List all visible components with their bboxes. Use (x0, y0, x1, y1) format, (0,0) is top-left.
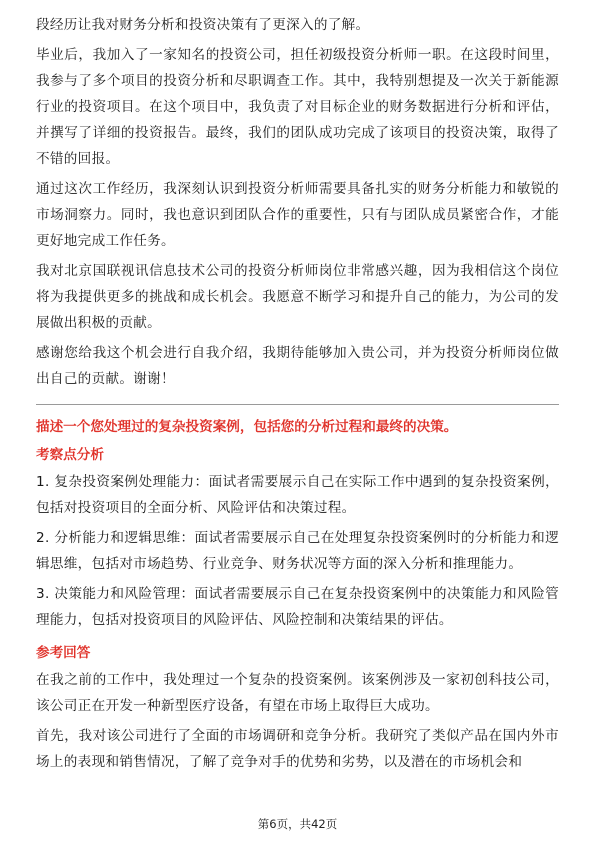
intro-paragraph-2: 毕业后，我加入了一家知名的投资公司，担任初级投资分析师一职。在这段时间里，我参与了多个项目的投资分析和尽职调查工作。其中，我特别想提及一次关于新能源行业的投资项目。在这个项目中，我负责了对目标企业的财务数据进行分析和评估，并撰写了详细的投资报告。最终，我们的团队成功完成了该项目的投资决策，取得了不错的回报。 (36, 47, 559, 167)
question-heading: 描述一个您处理过的复杂投资案例，包括您的分析过程和最终的决策。 (36, 419, 458, 435)
intro-paragraph-3: 通过这次工作经历，我深刻认识到投资分析师需要具备扎实的财务分析能力和敏锐的市场洞察力。同时，我也意识到团队合作的重要性，只有与团队成员紧密合作，才能更好地完成工作任务。 (36, 181, 559, 249)
assessment-item-2: 2. 分析能力和逻辑思维：面试者需要展示自己在处理复杂投资案例时的分析能力和逻辑思维，包括对市场趋势、行业竞争、财务状况等方面的深入分析和推理能力。 (36, 530, 559, 572)
intro-paragraph-4: 我对北京国联视讯信息技术公司的投资分析师岗位非常感兴趣，因为我相信这个岗位将为我提供更多的挑战和成长机会。我愿意不断学习和提升自己的能力，为公司的发展做出积极的贡献。 (36, 263, 559, 331)
assessment-item-1: 1. 复杂投资案例处理能力：面试者需要展示自己在实际工作中遇到的复杂投资案例，包括对投资项目的全面分析、风险评估和决策过程。 (36, 474, 559, 516)
intro-paragraph-5: 感谢您给我这个机会进行自我介绍，我期待能够加入贵公司，并为投资分析师岗位做出自己的贡献。谢谢！ (36, 345, 559, 387)
assessment-item-3: 3. 决策能力和风险管理：面试者需要展示自己在复杂投资案例中的决策能力和风险管理能力，包括对投资项目的风险评估、风险控制和决策结果的评估。 (36, 586, 559, 628)
answer-paragraph-1: 在我之前的工作中，我处理过一个复杂的投资案例。该案例涉及一家初创科技公司，该公司正在开发一种新型医疗设备，有望在市场上取得巨大成功。 (36, 672, 559, 714)
assessment-title: 考察点分析 (36, 447, 104, 463)
intro-paragraph-1: 段经历让我对财务分析和投资决策有了更深入的了解。 (36, 17, 370, 33)
document-page (36, 12, 559, 779)
section-divider (36, 404, 559, 405)
answer-title: 参考回答 (36, 645, 91, 661)
answer-paragraph-2: 首先，我对该公司进行了全面的市场调研和竞争分析。我研究了类似产品在国内外市场上的表现和销售情况，了解了竞争对手的优势和劣势，以及潜在的市场机会和 (36, 728, 559, 770)
page-number: 第6页，共42页 (257, 817, 338, 831)
